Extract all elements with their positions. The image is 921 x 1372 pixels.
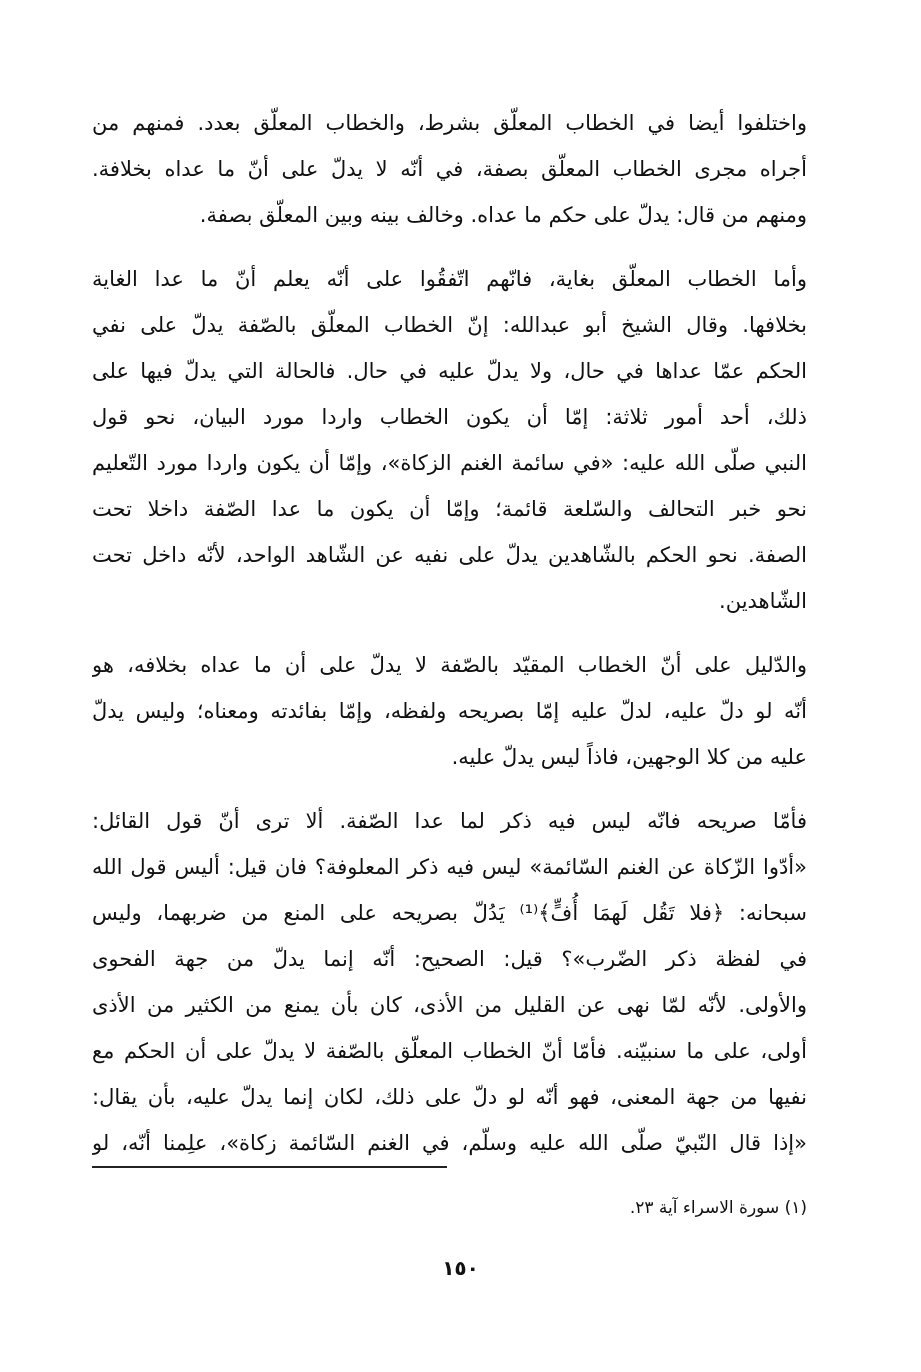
footnote-divider	[92, 1166, 447, 1168]
text-line: ومنهم من قال: يدلّ على حكم ما عداه. وخالف بينه وبين المعلّق بصفة.	[199, 203, 807, 227]
page-number: ١٥٠	[442, 1256, 479, 1280]
text-line: وأما الخطاب المعلّق بغاية، فانّهم اتّفقُوا على أنّه يعلم أنّ ما عدا الغاية	[92, 267, 807, 291]
paragraph-3	[92, 642, 807, 780]
text-line: الحكم عمّا عداها في حال، ولا يدلّ عليه في حال. فالحالة التي يدلّ فيها على	[92, 359, 807, 383]
paragraph-4	[92, 798, 807, 1166]
text-line: سبحانه: ﴿فلا تَقُل لَهمَا أُفٍّ﴾⁽¹⁾ يَدُلّ بصريحه على المنع من ضربهما، وليس	[92, 901, 807, 925]
footnote: (١) سورة الاسراء آية ٢٣.	[629, 1198, 807, 1218]
text-line: أجراه مجرى الخطاب المعلّق بصفة، في أنّه لا يدلّ على أنّ ما عداه بخلافة.	[92, 157, 807, 181]
paragraph-2	[92, 256, 807, 624]
text-line: الشّاهدين.	[719, 589, 807, 613]
text-line: «إذا قال النّبيّ صلّى الله عليه وسلّم، في الغنم السّائمة زكاة»، علِمنا أنّه، لو	[92, 1131, 807, 1155]
text-line: أنّه لو دلّ عليه، لدلّ عليه إمّا بصريحه ولفظه، وإمّا بفائدته ومعناه؛ وليس يدلّ	[92, 699, 807, 723]
text-line: واختلفوا أيضا في الخطاب المعلّق بشرط، والخطاب المعلّق بعدد. فمنهم من	[92, 111, 807, 135]
text-line: ذلك، أحد أمور ثلاثة: إمّا أن يكون الخطاب واردا مورد البيان، نحو قول	[92, 405, 807, 429]
text-line: النبي صلّى الله عليه: «في سائمة الغنم الزكاة»، وإمّا أن يكون واردا مورد التّعليم	[92, 451, 807, 475]
paragraph-1	[92, 100, 807, 238]
page-body	[92, 100, 807, 1166]
text-line: أولى، على ما سنبيّنه. فأمّا أنّ الخطاب المعلّق بالصّفة لا يدلّ على أن الحكم مع	[92, 1039, 807, 1063]
text-line: «أدّوا الزّكاة عن الغنم السّائمة» ليس فيه ذكر المعلوفة؟ فان قيل: أليس قول الله	[92, 855, 807, 879]
text-line: بخلافها. وقال الشيخ أبو عبدالله: إنّ الخطاب المعلّق بالصّفة يدلّ على نفي	[92, 313, 807, 337]
text-line: نفيها من جهة المعنى، فهو أنّه لو دلّ على ذلك، لكان إنما يدلّ عليه، بأن يقال:	[92, 1085, 807, 1109]
text-line: في لفظة ذكر الضّرب»؟ قيل: الصحيح: أنّه إنما يدلّ من جهة الفحوى	[92, 947, 807, 971]
text-line: فأمّا صريحه فانّه ليس فيه ذكر لما عدا الصّفة. ألا ترى أنّ قول القائل:	[92, 809, 807, 833]
text-line: عليه من كلا الوجهين، فاذاً ليس يدلّ عليه.	[451, 745, 807, 769]
text-line: الصفة. نحو الحكم بالشّاهدين يدلّ على نفيه عن الشّاهد الواحد، لأنّه داخل تحت	[92, 543, 807, 567]
text-line: نحو خبر التحالف والسّلعة قائمة؛ وإمّا أن يكون ما عدا الصّفة داخلا تحت	[92, 497, 807, 521]
text-line: والدّليل على أنّ الخطاب المقيّد بالصّفة لا يدلّ على أن ما عداه بخلافه، هو	[92, 653, 807, 677]
text-line: والأولى. لأنّه لمّا نهى عن القليل من الأذى، كان بأن يمنع من الكثير من الأذى	[92, 993, 807, 1017]
